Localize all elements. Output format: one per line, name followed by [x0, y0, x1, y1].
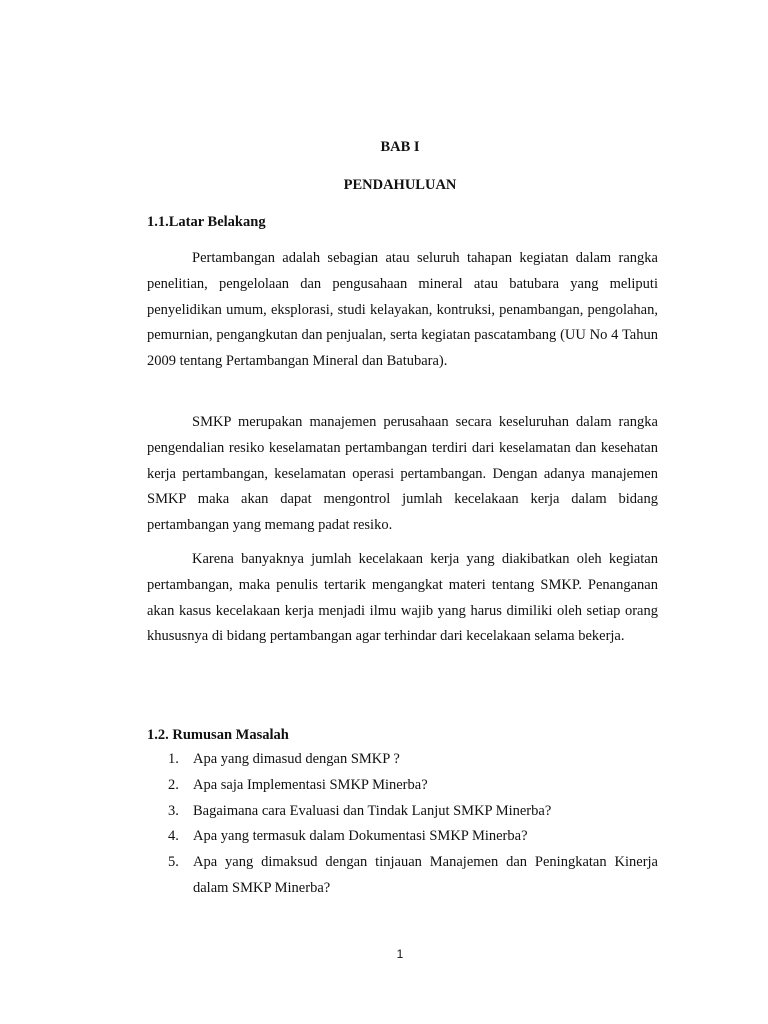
- list-item-text: Bagaimana cara Evaluasi dan Tindak Lanjut SMKP Minerba?: [193, 802, 552, 819]
- list-item-text: Apa saja Implementasi SMKP Minerba?: [193, 776, 428, 793]
- list-item-text: Apa yang dimaksud dengan tinjauan Manajemen dan Peningkatan Kinerja dalam SMKP Minerba?: [193, 854, 658, 896]
- list-item: [168, 824, 658, 850]
- list-item: [168, 747, 658, 773]
- list-item-number: 1.: [168, 751, 179, 767]
- list-item-text: Apa yang dimasud dengan SMKP ?: [193, 751, 400, 767]
- section-heading-rumusan-masalah: 1.2. Rumusan Masalah: [147, 727, 289, 743]
- list-item-text: Apa yang termasuk dalam Dokumentasi SMKP Minerba?: [193, 828, 528, 845]
- list-item: [168, 799, 658, 825]
- list-item: [168, 773, 658, 799]
- list-item-number: 4.: [168, 828, 179, 845]
- problem-statement-list: [168, 747, 658, 902]
- paragraph-smkp: SMKP merupakan manajemen perusahaan secara keseluruhan dalam rangka pengendalian resiko keselamatan pertambangan terdiri dari keselamatan dan kesehatan kerja pertambangan, keselamatan operasi pertambangan. Dengan adanya manajemen SMKP maka akan dapat mengontrol jumlah kecelakaan kerja dalam bidang pertambangan yang memang padat resiko.: [147, 414, 658, 534]
- paragraph-kecelakaan: Karena banyaknya jumlah kecelakaan kerja yang diakibatkan oleh kegiatan pertambangan, maka penulis tertarik mengangkat materi tentang SMKP. Penanganan akan kasus kecelakaan kerja menjadi ilmu wajib yang harus dimiliki oleh setiap orang khususnya di bidang pertambangan agar terhindar dari kecelakaan selama bekerja.: [147, 551, 658, 645]
- list-item: [168, 850, 658, 902]
- section-heading-latar-belakang: 1.1.Latar Belakang: [147, 214, 266, 230]
- list-item-number: 3.: [168, 802, 179, 819]
- list-item-number: 5.: [168, 854, 179, 871]
- paragraph-pertambangan: Pertambangan adalah sebagian atau seluruh tahapan kegiatan dalam rangka penelitian, pengelolaan dan pengusahaan mineral atau batubara yang meliputi penyelidikan umum, eksplorasi, studi kelayakan, kontruksi, penambangan, pengolahan, pemurnian, pengangkutan dan penjualan, serta kegiatan pascatambang (UU No 4 Tahun 2009 tentang Pertambangan Mineral dan Batubara).: [147, 250, 658, 370]
- list-item-number: 2.: [168, 776, 179, 793]
- chapter-number: BAB I: [380, 139, 420, 155]
- page-number: 1: [396, 947, 404, 961]
- chapter-title: PENDAHULUAN: [343, 177, 457, 193]
